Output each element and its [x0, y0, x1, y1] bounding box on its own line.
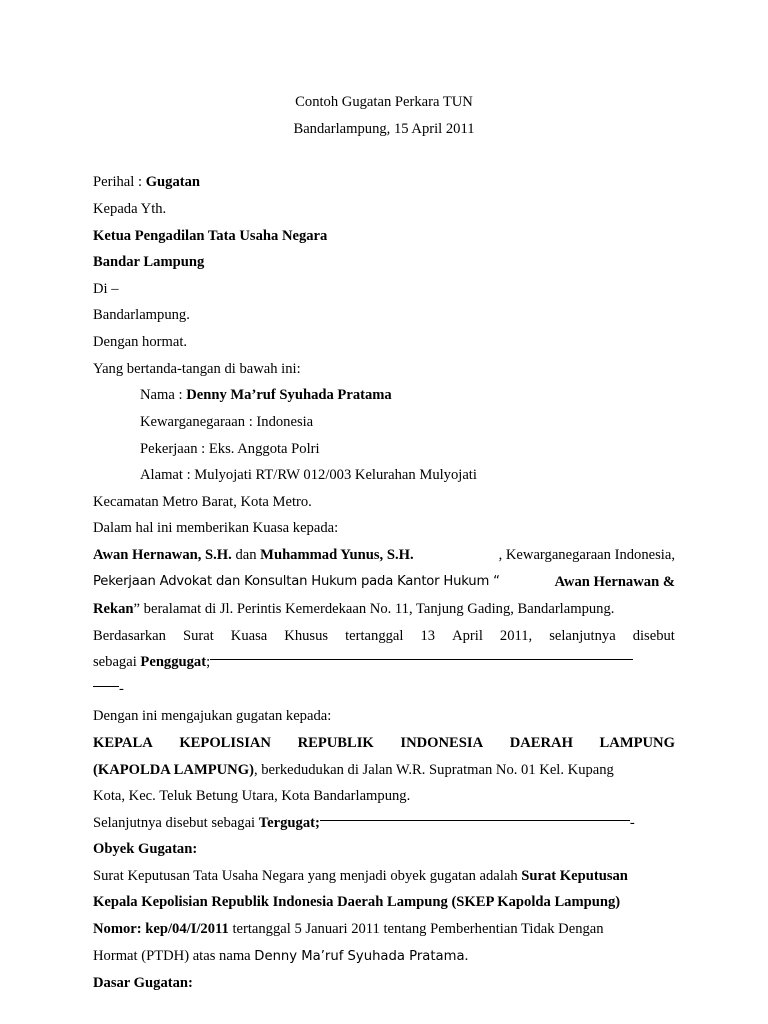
penggugat-dash-rule — [210, 659, 633, 660]
kuasa-intro-line: Dalam hal ini memberikan Kuasa kepada: — [93, 520, 339, 536]
dash-continuation-rule — [93, 686, 119, 687]
obyek-heading: Obyek Gugatan: — [93, 841, 198, 857]
sebagai-word: sebagai — [93, 654, 141, 670]
mengajukan-line: Dengan ini mengajukan gugatan kepada: — [93, 708, 332, 724]
nama-line — [140, 386, 722, 404]
dan-word: dan — [231, 547, 261, 563]
penggugat-word: Penggugat — [140, 654, 207, 670]
obyek-period: . — [464, 948, 469, 964]
firm-name-1: Awan Hernawan & — [554, 574, 675, 590]
dash-continuation-line — [93, 680, 675, 698]
obyek-line-2: Kepala Kepolisian Republik Indonesia Daerah Lampung (SKEP Kapolda Lampung) — [93, 894, 621, 910]
defendant-address-line-2: Kota, Kec. Teluk Betung Utara, Kota Bandarlampung. — [93, 788, 411, 804]
penggugat-semicolon: ; — [206, 654, 211, 670]
obyek-text-2: tertanggal 5 Januari 2011 tentang Pemberhentian Tidak Dengan — [228, 921, 604, 937]
defendant-words — [93, 734, 675, 752]
firm-address: ” beralamat di Jl. Perintis Kemerdekaan No. 11, Tanjung Gading, Bandarlampung. — [133, 601, 615, 617]
obyek-line-1-row — [93, 867, 675, 885]
defendant-line-1 — [93, 734, 675, 752]
defendant-short: (KAPOLDA LAMPUNG) — [93, 762, 254, 778]
recipient-line-1: Ketua Pengadilan Tata Usaha Negara — [93, 228, 328, 244]
document-title: Contoh Gugatan Perkara TUN — [295, 94, 473, 110]
berdasarkan-row-word: selanjutnya — [549, 628, 616, 644]
undersigned-line: Yang bertanda-tangan di bawah ini: — [93, 361, 301, 377]
kewarganegaraan-line: Kewarganegaraan : Indonesia — [140, 414, 314, 430]
nama-value: Denny Ma’ruf Syuhada Pratama — [186, 387, 392, 403]
tergugat-dash-end: - — [629, 815, 635, 831]
greeting-line: Dengan hormat. — [93, 334, 188, 350]
berdasarkan-row-word: 2011, — [499, 628, 533, 644]
defendant-line-2 — [93, 761, 675, 779]
tergugat-line — [93, 814, 675, 832]
lawyer-names — [93, 546, 414, 564]
obyek-name: Denny Ma’ruf Syuhada Pratama — [254, 949, 465, 964]
berdasarkan-row-word: Berdasarkan — [93, 628, 166, 644]
defendant-row-word: INDONESIA — [400, 735, 484, 751]
firm-address-line — [93, 600, 675, 618]
berdasarkan-words — [93, 627, 675, 645]
penggugat-line — [93, 653, 675, 671]
tergugat-word: Tergugat; — [258, 815, 320, 831]
defendant-row-word: KEPOLISIAN — [179, 735, 271, 751]
berdasarkan-row-word: tertanggal — [345, 628, 404, 644]
selanjutnya-text: Selanjutnya disebut sebagai — [93, 815, 259, 831]
defendant-row-word: LAMPUNG — [599, 735, 675, 751]
alamat-line: Alamat : Mulyojati RT/RW 012/003 Kelurahan Mulyojati — [140, 467, 477, 483]
dasar-heading: Dasar Gugatan: — [93, 975, 193, 991]
obyek-line-3 — [93, 920, 675, 938]
place-date: Bandarlampung, 15 April 2011 — [293, 121, 475, 137]
berdasarkan-row-word: disebut — [632, 628, 675, 644]
berdasarkan-row-word: April — [452, 628, 483, 644]
lawyer-job: Pekerjaan Advokat dan Konsultan Hukum pada Kantor Hukum “ — [93, 574, 500, 589]
berdasarkan-row-word: Surat — [182, 628, 214, 644]
pekerjaan-line: Pekerjaan : Eks. Anggota Polri — [140, 441, 320, 457]
defendant-row-word: DAERAH — [509, 735, 573, 751]
lawyer-nationality: , Kewarganegaraan Indonesia, — [498, 547, 675, 563]
dash-end: - — [119, 681, 124, 697]
berdasarkan-row-word: Khusus — [284, 628, 329, 644]
obyek-text-1: Surat Keputusan Tata Usaha Negara yang menjadi obyek gugatan adalah — [93, 868, 522, 884]
recipient-line-2: Bandar Lampung — [93, 254, 205, 270]
obyek-text-3: Hormat (PTDH) atas nama — [93, 948, 255, 964]
lawyer-1: Awan Hernawan, S.H. — [93, 547, 232, 563]
di-line: Di – — [93, 281, 119, 297]
perihal-label: Perihal : — [93, 174, 146, 190]
perihal-value: Gugatan — [145, 174, 201, 190]
lawyer-job-line — [93, 573, 675, 591]
kepada-line: Kepada Yth. — [93, 201, 167, 217]
obyek-line-1-wrap — [93, 868, 628, 884]
defendant-address: , berkedudukan di Jalan W.R. Supratman No. 01 Kel. Kupang — [253, 762, 614, 778]
defendant-row-word: REPUBLIK — [297, 735, 374, 751]
obyek-line-1 — [93, 867, 675, 885]
berdasarkan-row-word: 13 — [420, 628, 436, 644]
nama-label: Nama : — [140, 387, 187, 403]
tergugat-dash-rule — [320, 820, 630, 821]
berdasarkan-line — [93, 627, 675, 645]
defendant-row-word: KEPALA — [93, 735, 153, 751]
defendant-address-row — [93, 761, 675, 779]
lawyers-line — [93, 546, 675, 564]
obyek-bold-3: Nomor: kep/04/I/2011 — [93, 921, 229, 937]
kecamatan-line: Kecamatan Metro Barat, Kota Metro. — [93, 494, 312, 510]
lawyer-2: Muhammad Yunus, S.H. — [260, 547, 414, 563]
obyek-line-4 — [93, 947, 675, 966]
obyek-bold-1: Surat Keputusan — [521, 868, 628, 884]
city-line: Bandarlampung. — [93, 307, 190, 323]
berdasarkan-row-word: Kuasa — [230, 628, 268, 644]
defendant-short-wrap — [93, 762, 614, 778]
perihal-line — [93, 173, 675, 191]
firm-name-2: Rekan — [93, 601, 134, 617]
